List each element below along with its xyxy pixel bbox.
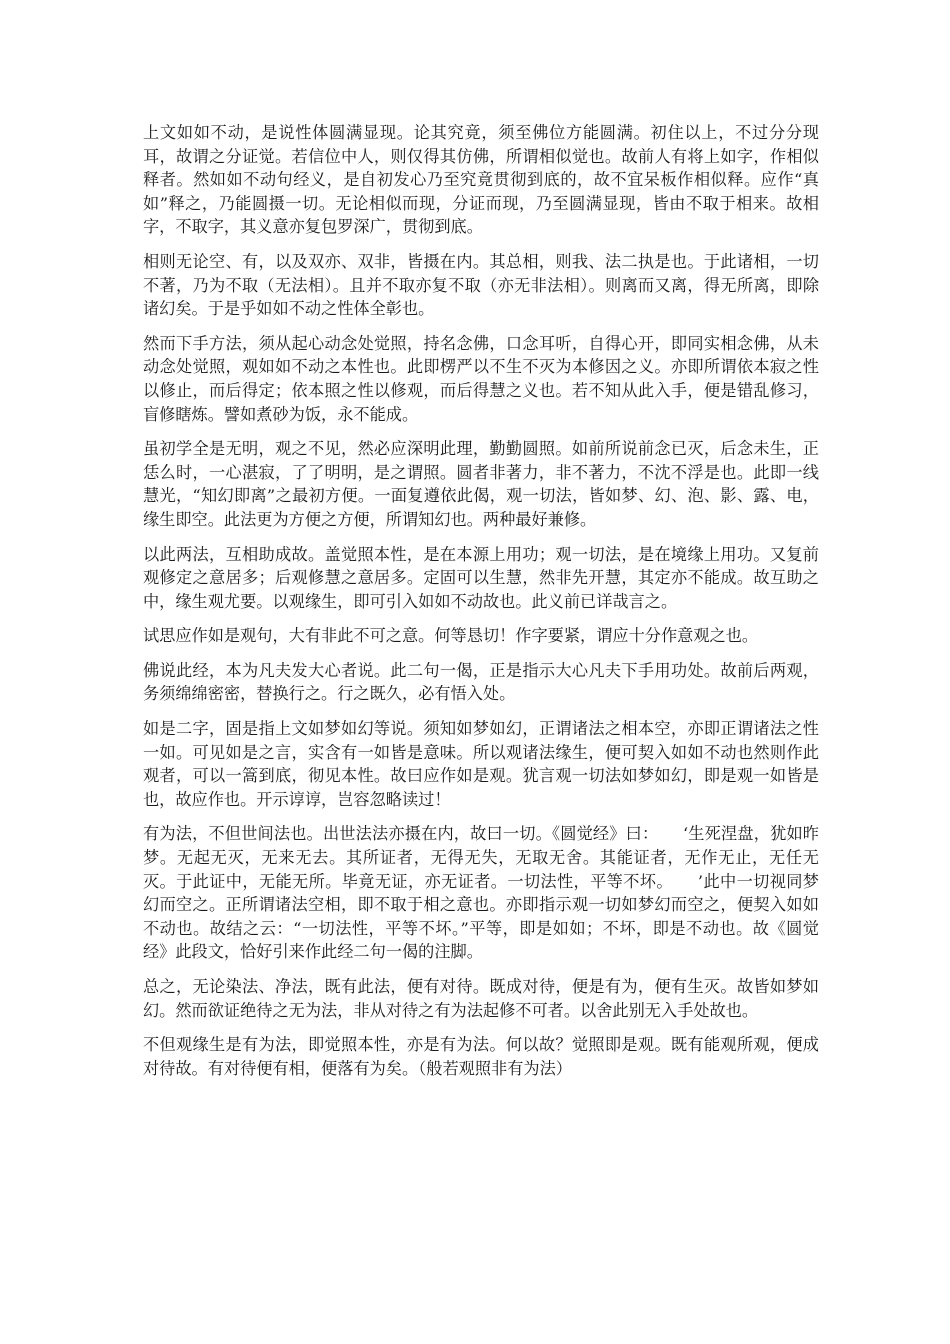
paragraph-8: 如是二字，固是指上文如梦如幻等说。须知如梦如幻，正谓诸法之相本空，亦即正谓诸法之性一如。可见如是之言，实含有一如皆是意味。所以观诸法缘生，便可契入如如不动也然则作此观者，可以一篙到底，彻见本性。故曰应作如是观。犹言观一切法如梦如幻，即是观一如皆是也，故应作也。开示谆谆，岂容忽略读过！: [143, 719, 819, 809]
document-body: [143, 121, 819, 1091]
paragraph-10: 总之，无论染法、净法，既有此法，便有对待。既成对待，便是有为，便有生灭。故皆如梦如幻。然而欲证绝待之无为法，非从对待之有为法起修不可者。以舍此别无入手处故也。: [143, 977, 819, 1020]
paragraph-3: 然而下手方法，须从起心动念处觉照，持名念佛，口念耳听，自得心开，即同实相念佛，从未动念处觉照，观如如不动之本性也。此即楞严以不生不灭为本修因之义。亦即所谓依本寂之性以修止，而后得定；依本照之性以修观，而后得慧之义也。若不知从此入手，便是错乱修习，盲修瞎炼。譬如煮砂为饭，永不能成。: [143, 333, 819, 424]
paragraph-4: 虽初学全是无明，观之不见，然必应深明此理，勤勤圆照。如前所说前念已灭，后念未生，正恁么时，一心湛寂，了了明明，是之谓照。圆者非著力，非不著力，不沈不浮是也。此即一线慧光，“知幻即离”之最初方便。一面复遵依此偈，观一切法，皆如梦、幻、泡、影、露、电，缘生即空。此法更为方便之方便，所谓知幻也。两种最好兼修。: [143, 439, 819, 529]
paragraph-7: 佛说此经，本为凡夫发大心者说。此二句一偈，正是指示大心凡夫下手用功处。故前后两观，务须绵绵密密，替换行之。行之既久，必有悟入处。: [143, 660, 819, 704]
paragraph-5: 以此两法，互相助成故。盖觉照本性，是在本源上用功；观一切法，是在境缘上用功。又复前观修定之意居多；后观修慧之意居多。定固可以生慧，然非先开慧，其定亦不能成。故互助之中，缘生观尤要。以观缘生，即可引入如如不动故也。此义前已详哉言之。: [143, 544, 819, 611]
paragraph-1: 上文如如不动，是说性体圆满显现。论其究竟，须至佛位方能圆满。初住以上，不过分分现耳，故谓之分证觉。若信位中人，则仅得其仿佛，所谓相似觉也。故前人有将上如字，作相似释者。然如如不动句经义，是自初发心乃至究竟贯彻到底的，故不宜呆板作相似释。应作“真如”释之，乃能圆摄一切。无论相似而现，分证而现，乃至圆满显现，皆由不取于相来。故相字，不取字，其义意亦复包罗深广，贯彻到底。: [143, 123, 819, 237]
paragraph-9: 有为法，不但世间法也。出世法法亦摄在内，故曰一切。《圆觉经》曰： ‘生死涅盘，犹如昨梦。无起无灭，无来无去。其所证者，无得无失，无取无舍。其能证者，无作无止，无任无灭。于此证中，无能无所。毕竟无证，亦无证者。一切法性，平等不坏。 ’此中一切视同梦幻而空之。正所谓诸法空相，即不取于相之意也。亦即指示观一切如梦幻而空之，便契入如如不动也。故结之云：“一切法性，平等不坏。”平等，即是如如；不坏，即是不动也。故《圆觉经》此段文，恰好引来作此经二句一偈的注脚。: [143, 824, 819, 962]
paragraph-11: 不但观缘生是有为法，即觉照本性，亦是有为法。何以故？觉照即是观。既有能观所观，便成对待故。有对待便有相，便落有为矣。（般若观照非有为法）: [143, 1035, 819, 1078]
paragraph-6: 试思应作如是观句，大有非此不可之意。何等恳切！作字要紧，谓应十分作意观之也。: [143, 626, 759, 646]
paragraph-2: 相则无论空、有，以及双亦、双非，皆摄在内。其总相，则我、法二执是也。于此诸相，一切不著，乃为不取（无法相）。且并不取亦复不取（亦无非法相）。则离而又离，得无所离，即除诸幻矣。于是乎如如不动之性体全彰也。: [143, 251, 819, 319]
